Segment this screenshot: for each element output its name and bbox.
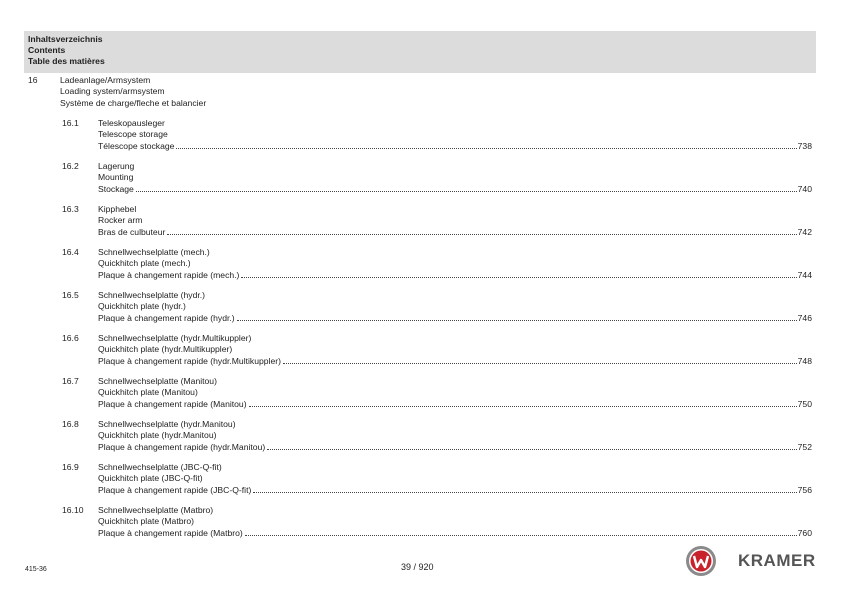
kramer-w-logo-icon: [685, 545, 717, 577]
toc-entry-title-de: Schnellwechselplatte (hydr.): [98, 290, 205, 300]
page-indicator: 39 / 920: [401, 562, 434, 572]
toc-entry-title-en: Rocker arm: [98, 215, 143, 226]
toc-entry-page[interactable]: 740: [797, 183, 812, 194]
dot-leader: [237, 319, 797, 321]
toc-entry-title-en: Telescope storage: [98, 129, 168, 140]
toc-entry-number: 16.10: [62, 505, 84, 515]
header-title-fr: Table des matières: [28, 56, 105, 66]
toc-entry-leader-row: [98, 485, 812, 496]
toc-entry-page[interactable]: 750: [797, 398, 812, 409]
toc-entry-title-fr: Stockage: [98, 183, 134, 194]
toc-entry-leader-row: [98, 141, 812, 152]
dot-leader: [167, 233, 796, 235]
toc-entry-title-fr: Télescope stockage: [98, 140, 175, 151]
dot-leader: [176, 147, 796, 149]
toc-entry-title-en: Quickhitch plate (JBC-Q-fit): [98, 473, 203, 484]
toc-entry-title-de: Schnellwechselplatte (Matbro): [98, 505, 214, 515]
dot-leader: [267, 448, 796, 450]
toc-entry-title-de: Schnellwechselplatte (hydr.Multikuppler): [98, 333, 252, 343]
toc-entry-title-fr: Plaque à changement rapide (hydr.Manitou): [98, 441, 266, 452]
toc-entry-number: 16.6: [62, 333, 79, 343]
toc-entry-page[interactable]: 746: [797, 312, 812, 323]
chapter-title-fr: Système de charge/fleche et balancier: [60, 97, 207, 108]
toc-entry-leader-row: [98, 227, 812, 238]
toc-entry-number: 16.1: [62, 118, 79, 128]
toc-entry-leader-row: [98, 442, 812, 453]
toc-entry-page[interactable]: 744: [797, 269, 812, 280]
toc-entry-title-fr: Plaque à changement rapide (hydr.Multikuppler): [98, 355, 281, 366]
toc-entry-page[interactable]: 742: [797, 226, 812, 237]
chapter-title-en: Loading system/armsystem: [60, 86, 165, 97]
dot-leader: [136, 190, 797, 192]
toc-entry-title-en: Quickhitch plate (mech.): [98, 258, 191, 269]
dot-leader: [283, 362, 797, 364]
toc-entry-title-en: Quickhitch plate (Matbro): [98, 516, 194, 527]
dot-leader: [249, 405, 797, 407]
toc-entry-title-fr: Plaque à changement rapide (Manitou): [98, 398, 247, 409]
doc-code: 415-36: [25, 566, 47, 573]
toc-entry-number: 16.5: [62, 290, 79, 300]
toc-entry-leader-row: [98, 528, 812, 539]
header-title-en: Contents: [28, 45, 66, 55]
toc-entry-title-fr: Plaque à changement rapide (JBC-Q-fit): [98, 484, 252, 495]
toc-entry-title-en: Quickhitch plate (hydr.Multikuppler): [98, 344, 233, 355]
dot-leader: [241, 276, 796, 278]
toc-entry-title-en: Quickhitch plate (Manitou): [98, 387, 198, 398]
toc-entry-title-de: Kipphebel: [98, 204, 137, 214]
toc-entry-title-fr: Plaque à changement rapide (Matbro): [98, 527, 243, 538]
dot-leader: [253, 491, 796, 493]
toc-entry-number: 16.7: [62, 376, 79, 386]
toc-entry-page[interactable]: 760: [797, 527, 812, 538]
toc-entry-page[interactable]: 748: [797, 355, 812, 366]
toc-entry-title-de: Lagerung: [98, 161, 135, 171]
dot-leader: [245, 534, 797, 536]
toc-entry-number: 16.9: [62, 462, 79, 472]
brand-logo-text: KRAMER: [738, 551, 816, 570]
toc-entry-number: 16.8: [62, 419, 79, 429]
toc-header: [24, 31, 816, 73]
toc-entry-number: 16.4: [62, 247, 79, 257]
toc-entry-title-de: Schnellwechselplatte (Manitou): [98, 376, 217, 386]
toc-entry-leader-row: [98, 356, 812, 367]
toc-entry-title-de: Schnellwechselplatte (mech.): [98, 247, 210, 257]
toc-entry-title-fr: Bras de culbuteur: [98, 226, 166, 237]
toc-entry-title-en: Mounting: [98, 172, 134, 183]
toc-entry-title-de: Teleskopausleger: [98, 118, 165, 128]
toc-entry-leader-row: [98, 399, 812, 410]
toc-entry-title-de: Schnellwechselplatte (hydr.Manitou): [98, 419, 236, 429]
toc-entry-title-fr: Plaque à changement rapide (mech.): [98, 269, 240, 280]
toc-entry-title-en: Quickhitch plate (hydr.): [98, 301, 186, 312]
chapter-title-de: Ladeanlage/Armsystem: [60, 75, 151, 85]
toc-entry-leader-row: [98, 313, 812, 324]
toc-entry-page[interactable]: 756: [797, 484, 812, 495]
chapter-number: 16: [28, 75, 38, 85]
toc-entry-title-en: Quickhitch plate (hydr.Manitou): [98, 430, 217, 441]
toc-entry-number: 16.3: [62, 204, 79, 214]
toc-entry-title-fr: Plaque à changement rapide (hydr.): [98, 312, 235, 323]
toc-entry-page[interactable]: 738: [797, 140, 812, 151]
toc-entry-leader-row: [98, 184, 812, 195]
toc-entry-page[interactable]: 752: [797, 441, 812, 452]
toc-entry-leader-row: [98, 270, 812, 281]
toc-entry-number: 16.2: [62, 161, 79, 171]
toc-entry-title-de: Schnellwechselplatte (JBC-Q-fit): [98, 462, 222, 472]
header-title-de: Inhaltsverzeichnis: [28, 34, 103, 44]
